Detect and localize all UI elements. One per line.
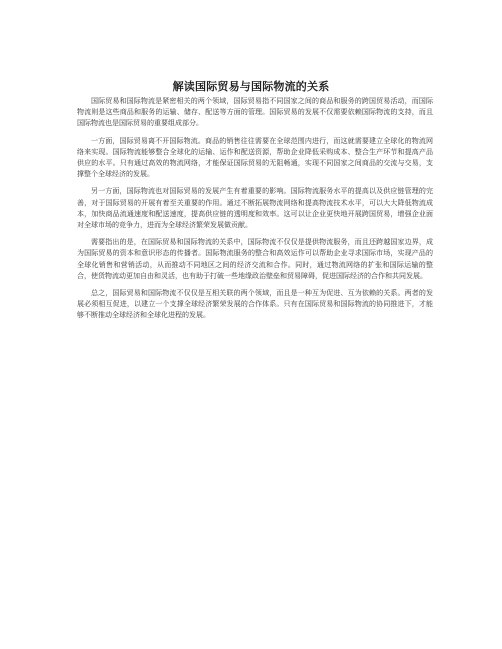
- paragraph-3: 另一方面，国际物流也对国际贸易的发展产生有着重要的影响。国际物流服务水平的提高以及供应链管理的完善，对于国际贸易的开展有着至关重要的作用。通过不断拓展物流网络和提高物流技术水平，可以大大降低物流成本，加快商品流通速度和配送速度，提高供应链的透明度和效率。这可以让企业更快地开展跨国贸易，增强企业面对全球市场的竞争力，进而为全球经济繁荣发展做贡献。: [77, 187, 433, 230]
- document-body: [77, 96, 433, 328]
- document-title: 解读国际贸易与国际物流的关系: [172, 80, 330, 93]
- paragraph-5: 总之，国际贸易和国际物流不仅仅是互相关联的两个领域，而且是一种互为促进、互为依赖的关系。两者的发展必须相互促进，以建立一个支撑全球经济繁荣发展的合作体系。只有在国际贸易和国际物流的协同推进下，才能够不断推动全球经济和全球化进程的发展。: [77, 289, 433, 320]
- paragraph-1: 国际贸易和国际物流是紧密相关的两个领域，国际贸易指不同国家之间的商品和服务的跨国贸易活动，而国际物流则是这些商品和服务的运输、储存、配送等方面的管理。国际贸易的发展不仅需要依赖国际物流的支持，而且国际物流也是国际贸易的重要组成部分。: [77, 97, 433, 128]
- paragraph-2: 一方面，国际贸易离不开国际物流。商品的销售往往需要在全球范围内进行，而这就需要建立全球化的物流网络来实现。国际物流能够整合全球化的运输、运作和配送资源，帮助企业降低采购成本、整合生产环节和提高产品供应的水平。只有通过高效的物流网络，才能保证国际贸易的无阻畅通，实现不同国家之间商品的交流与交易，支撑整个全球经济的发展。: [77, 136, 433, 179]
- paragraph-4: 需要指出的是，在国际贸易和国际物流的关系中，国际物流不仅仅是提供物流服务，而且还跨越国家边界，成为国际贸易的资本和意识形态的传播者。国际物流服务的整合和高效运作可以帮助企业寻求国际市场，实现产品的全球化销售和营销活动，从而推动不同地区之间的经济交流和合作。同时，通过物流网络的扩张和国际运输的整合，使货物流动更加自由和灵活，也有助于打破一些地缘政治壁垒和贸易障碍，促进国际经济的合作和共同发展。: [77, 238, 433, 280]
